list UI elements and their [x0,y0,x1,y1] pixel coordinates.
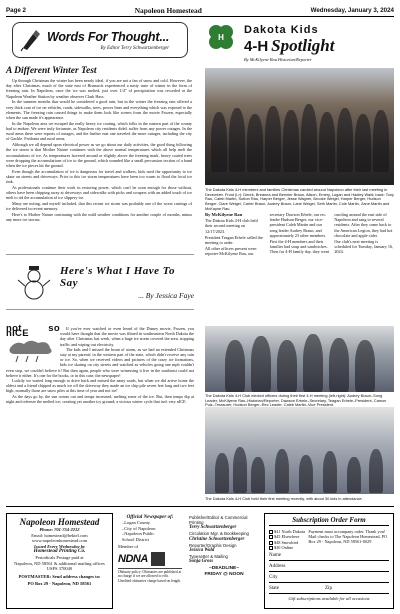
subscription-form [264,513,394,609]
spotlight-word: Spotlight [271,36,335,55]
checkbox[interactable] [269,546,273,550]
four-h-clover-icon [206,22,236,52]
spotlight-banner [204,20,394,68]
pub-website: www.napoleonhomestead.com [31,538,88,544]
wft-byline: By Editor Terry Schwartzenberger [100,45,170,51]
article-paragraph: Even though the accumulation of ice is dangerous for travel and walkers, kids used the opportunity to ice skate on streets and driveways. Prior to this ice storm temperatures have been too warm to flood the local ice rink. [6,168,192,185]
subscription-rates [269,529,389,550]
page-header [6,5,394,17]
article-paragraph: In the summer months that would be considered a good rain, but in the winter the freezing rain offered a very thick coat of ice on vehicles, roads, sidewalks, trees, power lines and everything which was exposed to the elements. The freezing rain caused things to make them look like scenes from the movie Frozen, especially when the sun made it's appearance. [6,99,192,121]
publication-info-box [6,513,113,609]
rate-label: $48 Snowbird [274,539,299,545]
not-so-nice-paragraph: Luckily we waited long enough to drive back and missed the nasty roads, but when we did arrive home the oldest and a friend chipped as much ice off the driveway they made an ice chip pile seven feet long and two feet high; normally those are snow piles at this time of year and not ice! [6,378,194,394]
spotlight-line2 [244,36,334,56]
deadline-label: ~DEADLINE~ [208,565,240,571]
address-field[interactable] [269,562,389,572]
field-label: State [269,586,279,592]
article-body [6,78,192,223]
not-so-nice-paragraph: As the days go by, the sun comes out and temps increased, melting some of the ice. But, then temps dip at night and refreeze the melted ice; creating yet another icy ground; a vicious winter cycle that isn't very nICE. [6,393,194,404]
spotlight-byline: By McKilyene Rau Historian/Reporter [244,57,312,62]
story-paragraph: The Dakota Kids 4-H club held their second meeting on 12/17/2023. [205,218,258,234]
ice-storm-icon [6,338,60,365]
spotlight-line1: Dakota Kids [244,24,319,36]
staff-role: Publisher/Editor & Commercial Printing [189,515,248,526]
staff-box [186,513,262,609]
wft-title: Words For Thought... [47,29,170,44]
article-paragraph: Up through Christmas the winter has been nearly ideal, if you are not a fan of snow and cold. However, the day after Christmas, much of the state east of Bismarck experienced a nasty taste of winter in the form of freezing rain. In Napoleon, once the ice was melted, just over 1/4" of precipitation was recorded at the Napoleon Weather Station by weather observer Clark Hass. [6,78,192,99]
not-so-nice-paragraph: The kids and I missed the brunt of storm, as we had an extended Christmas stay at my parents' in the western part of the state, which didn't receive any rain or ice. So, when we received videos and pictures of the crazy ice formations, kids ice skating on city streets and watched as vehicles going one mph couldn't even stop, we couldn't believe it! But then again, people who were witnessing it live in the southeast could not believe it either. It's one for the books, or in this case, the newspaper! [6,346,194,378]
pub-issued: Issued Every Wednesday by [34,543,85,549]
article-paragraph: As professionals continue their work in restoring power, which can't be soon enough for those without, others have been chipping away at driveways and sidewalks with picks and scrapers with an added touch of ice melt to rid the accumulation of ice slippery ice. [6,185,192,201]
caroling-group-photo [205,68,394,185]
gift-note: Gift subscriptions available for all occasions [288,596,370,602]
staff-role: Circulation Mgr. & Bookkeeping [189,531,249,537]
pub-company: Homestead Printing Co. [33,548,86,555]
name-field[interactable] [269,551,389,561]
story-byline: By McKilyene Rau [205,212,243,217]
pub-phone: Phone: 701-754-2212 [39,527,80,532]
hwih-byline: ... By Jessica Faye [138,290,194,300]
field-label: Zip [325,586,332,592]
ndna-logo [118,552,182,566]
state-zip-field[interactable] [269,584,389,594]
officers-photo [205,326,394,392]
words-for-thought-banner [12,22,188,58]
rate-label: $41 North Dakota [274,529,306,534]
svg-text:H: H [218,33,224,42]
not-so-nice-heading-area [6,323,60,366]
ndna-logo-text: NDNA [118,552,148,565]
officers-photo-caption: The Dakota Kids 4-H Club elected officers during their first 4-H meeting (left-right): Audrey Braun–Song Leader, McKilyene Rau–Historian/Reporter, Dawson Erbele–Secretary, Teagan Erbele–President, Carson Pulz–Treasurer, Hudson Berger–Rec Leader, Caleb Martin–Vice President. [205,393,387,408]
city-field[interactable] [269,573,389,583]
postmaster-line2: PO Box 29 - Napoleon, ND 58561 [27,581,92,587]
story-paragraph: First the 4-H members and their families had soup and sandwiches. Then for 4-H family day, they went caroling around the east side of Napoleon and sang to several residents. After they came back to the American Legion, they had hot chocolate and apple cider. [269,212,393,255]
story-paragraph: Our club's next meeting is scheduled for Tuesday, January 16, 2024. [334,239,394,255]
staff-entry [189,515,259,530]
official-newspaper-box [116,513,184,609]
deadline-time: FRIDAY @ NOON [204,572,244,578]
postmaster-line1: POSTMASTER: Send address changes to: [18,573,101,579]
field-label: City [269,575,278,581]
member-of-label: Member of [118,544,139,550]
staff-entry [189,531,259,541]
first-meeting-photo [205,407,394,494]
issue-date: Wednesday, January 3, 2024 [310,7,394,14]
rate-list [269,529,308,550]
staff-name: Jessica Wald [189,547,215,553]
payment-note: Payment must accompany order. Thank you! Mail checks to The Napoleon Homestead, PO Box 29 - Napoleon, ND 58561-0029 [308,529,388,545]
obituary-policy: Obituary policy: Obituaries are published at no charge if we are allowed to edit. Unedited obituaries charge based on length. [118,569,182,583]
official-item: –Logan County [122,520,151,525]
hwih-title: Here's What I Have To Say [60,264,176,289]
staff-name: Terry Schwartzenberger [189,525,237,531]
snowman-icon [16,264,52,300]
staff-entry [189,543,259,553]
masthead-footer [6,506,394,610]
paper-title: Napoleon Homestead [134,6,202,15]
pub-name: Napoleon Homestead [19,517,100,527]
staff-entry [189,554,259,564]
article-paragraph: Here's to Mother Nature continuing with the mild weather conditions for another couple of months, minus any more ice storms. [6,212,192,223]
field-label: Name [269,553,281,559]
club-meeting-story [205,212,394,257]
article-title: A Different Winter Test [6,66,97,76]
official-item: School District [122,536,150,542]
first-meeting-caption: The Dakota Kids 4-H Club held their first meeting recently, with about 30 kids in attendance. [205,496,363,501]
not-so-nice-paragraph: If you've ever watched or even heard of the Disney movie, Frozen, you would have thought that the movie was filmed in southeastern North Dakota the day after Christmas last week, when a huge ice storm covered the area, stopping traffic and wiping out electricity. [60,326,194,347]
pub-address1: Periodicals Postage paid at [35,554,84,560]
official-heading: Official Newspaper of: [126,515,174,520]
staff-role: Typesetter & Mailing [189,554,228,560]
pub-usps: USPS 370040 [46,566,73,572]
article-paragraph: Although we all depend upon electrical power as we go about our daily activities, the good thing following the ice storm is that Mother Nature continues with the above normal temperatures which all help melt the accumulations of ice. As temperatures hovered around or slightly above the freezing mark, heavy coated trees were dropping the accumulations of ice to the ground, which sounded like a small percussion section of a band when the ice pieces hit the ground. [6,142,192,169]
staff-role: Reporter/Graphic Design [189,542,237,548]
article-paragraph: In the Napoleon area we escaped the really heavy ice coating, which folks in the eastern part of the county had to endure. We were truly fortunate, as Napoleon city residents didn't suffer from any power outages. In the rural areas there were reports of outages, and the further east one traveled the more outages, including the city of Gackle. Fredonia and rural areas. [6,120,192,142]
not-so-nice-body [6,323,194,404]
rate-label: $30 Online [274,544,294,550]
story-paragraph: All other officers present were: reporter McKilyene Rau, our secretary Dawson Erbele, our rec. leader Hudson Berger, our vice-president Caleb Martin and our song leader Audrey Braun, and approximately 23 other members. [205,212,327,257]
north-dakota-map-icon [151,552,165,566]
official-item: –City of Napoleon [122,525,156,531]
staff-name: Christine Schwartzenberger [189,536,245,542]
page-number: Page 2 [6,7,26,14]
field-label: Address [269,564,286,570]
story-paragraph: President Teagan Erbele called the meeting to order. [205,234,263,246]
pub-email: Email: homestead@bektel.com [31,532,88,538]
pub-address2: Napoleon, ND 58561 & additional mailing offices [14,560,105,566]
article-paragraph: Many are noting, and myself included, that this recent ice storm was probably one of the worst castings of ice delivered in recent memory. [6,201,192,212]
official-item: –Napoleon Public [122,531,155,537]
hwih-banner [6,254,194,310]
staff-name: Sonja Gross [189,559,214,565]
rate-label: $45 Elsewhere [274,534,300,540]
caroling-photo-caption: The Dakota Kids 4-H members and families Christmas caroled around Napoleon after their last meeting in December. Front (l-r): Derek, Breanna and Bennier Braun, Alison, Emery, Logan and Hadley Wald; back: Tony Rau, Caleb Martin, Sutton Rau, Harper Berger, Jesse Wagner, Brooke Weigel, Harper Berger, Hudson Berger, Clare Weigel, Carter Braun, Audrey Braun, Lane Weigel, Seth Martin, Cole Martin, Zane Martin and McKayne Rau. [205,187,394,211]
checkbox[interactable] [269,535,273,539]
subscription-heading: Subscription Order Form [269,516,389,526]
rate-option[interactable] [269,545,308,550]
fountain-pen-icon [19,28,43,52]
not-so-nice-heading: not so nICE [6,323,60,340]
spotlight-4h: 4-H [244,38,269,55]
